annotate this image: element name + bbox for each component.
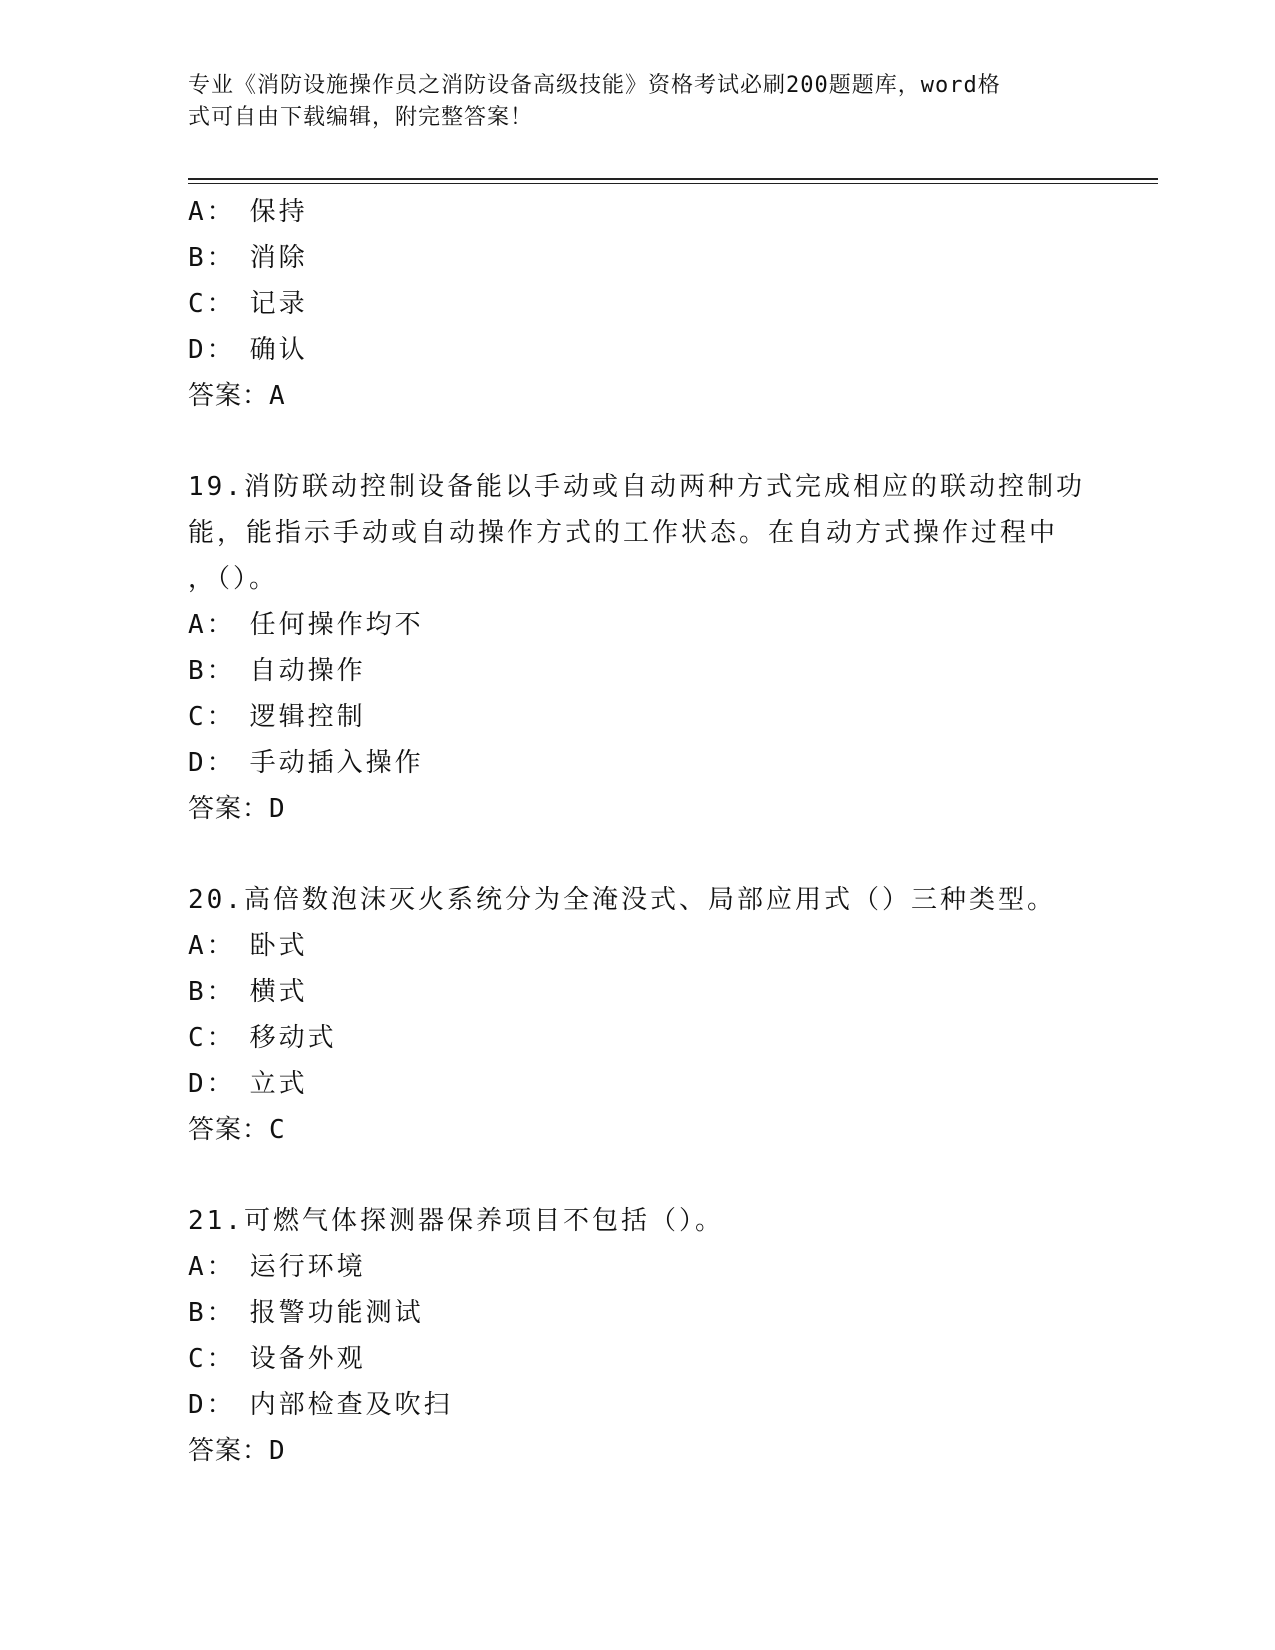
option-d <box>188 740 1088 786</box>
question-stem-line: 21.可燃气体探测器保养项目不包括（）。 <box>188 1206 724 1236</box>
option-text: 消除 <box>249 243 308 273</box>
option-b <box>188 235 1088 281</box>
spacer <box>188 832 1088 877</box>
option-text: 运行环境 <box>249 1252 366 1282</box>
spacer <box>188 1153 1088 1198</box>
option-text: 手动插入操作 <box>249 748 424 778</box>
option-text: 逻辑控制 <box>249 702 366 732</box>
question-block-20 <box>188 877 1088 1153</box>
option-key: A： <box>188 1252 236 1282</box>
option-d <box>188 1382 1088 1428</box>
option-d <box>188 1061 1088 1107</box>
option-text: 内部检查及吹扫 <box>249 1390 453 1420</box>
option-key: C： <box>188 1344 236 1374</box>
option-text: 卧式 <box>249 931 308 961</box>
option-text: 记录 <box>249 289 308 319</box>
option-a <box>188 1244 1088 1290</box>
question-stem-line: 19.消防联动控制设备能以手动或自动两种方式完成相应的联动控制功 <box>188 472 1085 502</box>
option-b <box>188 1290 1088 1336</box>
question-content <box>188 189 1088 1474</box>
option-key: B： <box>188 656 236 686</box>
document-header <box>188 70 1068 134</box>
answer-line: 答案：A <box>188 381 286 411</box>
option-key: B： <box>188 977 236 1007</box>
option-a <box>188 602 1088 648</box>
header-divider-thick <box>188 178 1158 180</box>
option-text: 保持 <box>249 197 308 227</box>
option-b <box>188 648 1088 694</box>
option-text: 移动式 <box>249 1023 337 1053</box>
option-key: A： <box>188 610 236 640</box>
answer-line: 答案：C <box>188 1115 286 1145</box>
option-text: 横式 <box>249 977 308 1007</box>
option-a <box>188 189 1088 235</box>
option-key: D： <box>188 748 236 778</box>
option-key: A： <box>188 197 236 227</box>
header-line-2: 式可自由下载编辑，附完整答案！ <box>188 105 534 130</box>
option-key: C： <box>188 702 236 732</box>
option-c <box>188 694 1088 740</box>
answer-line: 答案：D <box>188 1436 286 1466</box>
question-stem-line: ，（）。 <box>188 564 279 594</box>
option-c <box>188 1336 1088 1382</box>
spacer <box>188 419 1088 464</box>
answer-line: 答案：D <box>188 794 286 824</box>
question-block-19 <box>188 464 1088 832</box>
option-d <box>188 327 1088 373</box>
option-b <box>188 969 1088 1015</box>
option-text: 立式 <box>249 1069 308 1099</box>
question-block-21 <box>188 1198 1088 1474</box>
option-a <box>188 923 1088 969</box>
option-key: C： <box>188 1023 236 1053</box>
option-text: 任何操作均不 <box>249 610 424 640</box>
option-key: D： <box>188 1069 236 1099</box>
option-key: D： <box>188 335 236 365</box>
question-stem-line: 能，能指示手动或自动操作方式的工作状态。在自动方式操作过程中 <box>188 518 1059 548</box>
option-key: B： <box>188 243 236 273</box>
option-text: 报警功能测试 <box>249 1298 424 1328</box>
option-text: 自动操作 <box>249 656 366 686</box>
question-block-continued <box>188 189 1088 419</box>
option-key: D： <box>188 1390 236 1420</box>
header-line-1: 专业《消防设施操作员之消防设备高级技能》资格考试必刷200题题库，word格 <box>188 73 1001 98</box>
option-text: 确认 <box>249 335 308 365</box>
option-text: 设备外观 <box>249 1344 366 1374</box>
option-key: C： <box>188 289 236 319</box>
option-key: B： <box>188 1298 236 1328</box>
option-c <box>188 1015 1088 1061</box>
option-key: A： <box>188 931 236 961</box>
question-stem-line: 20.高倍数泡沫灭火系统分为全淹没式、局部应用式（）三种类型。 <box>188 885 1056 915</box>
header-divider-thin <box>188 183 1158 184</box>
option-c <box>188 281 1088 327</box>
